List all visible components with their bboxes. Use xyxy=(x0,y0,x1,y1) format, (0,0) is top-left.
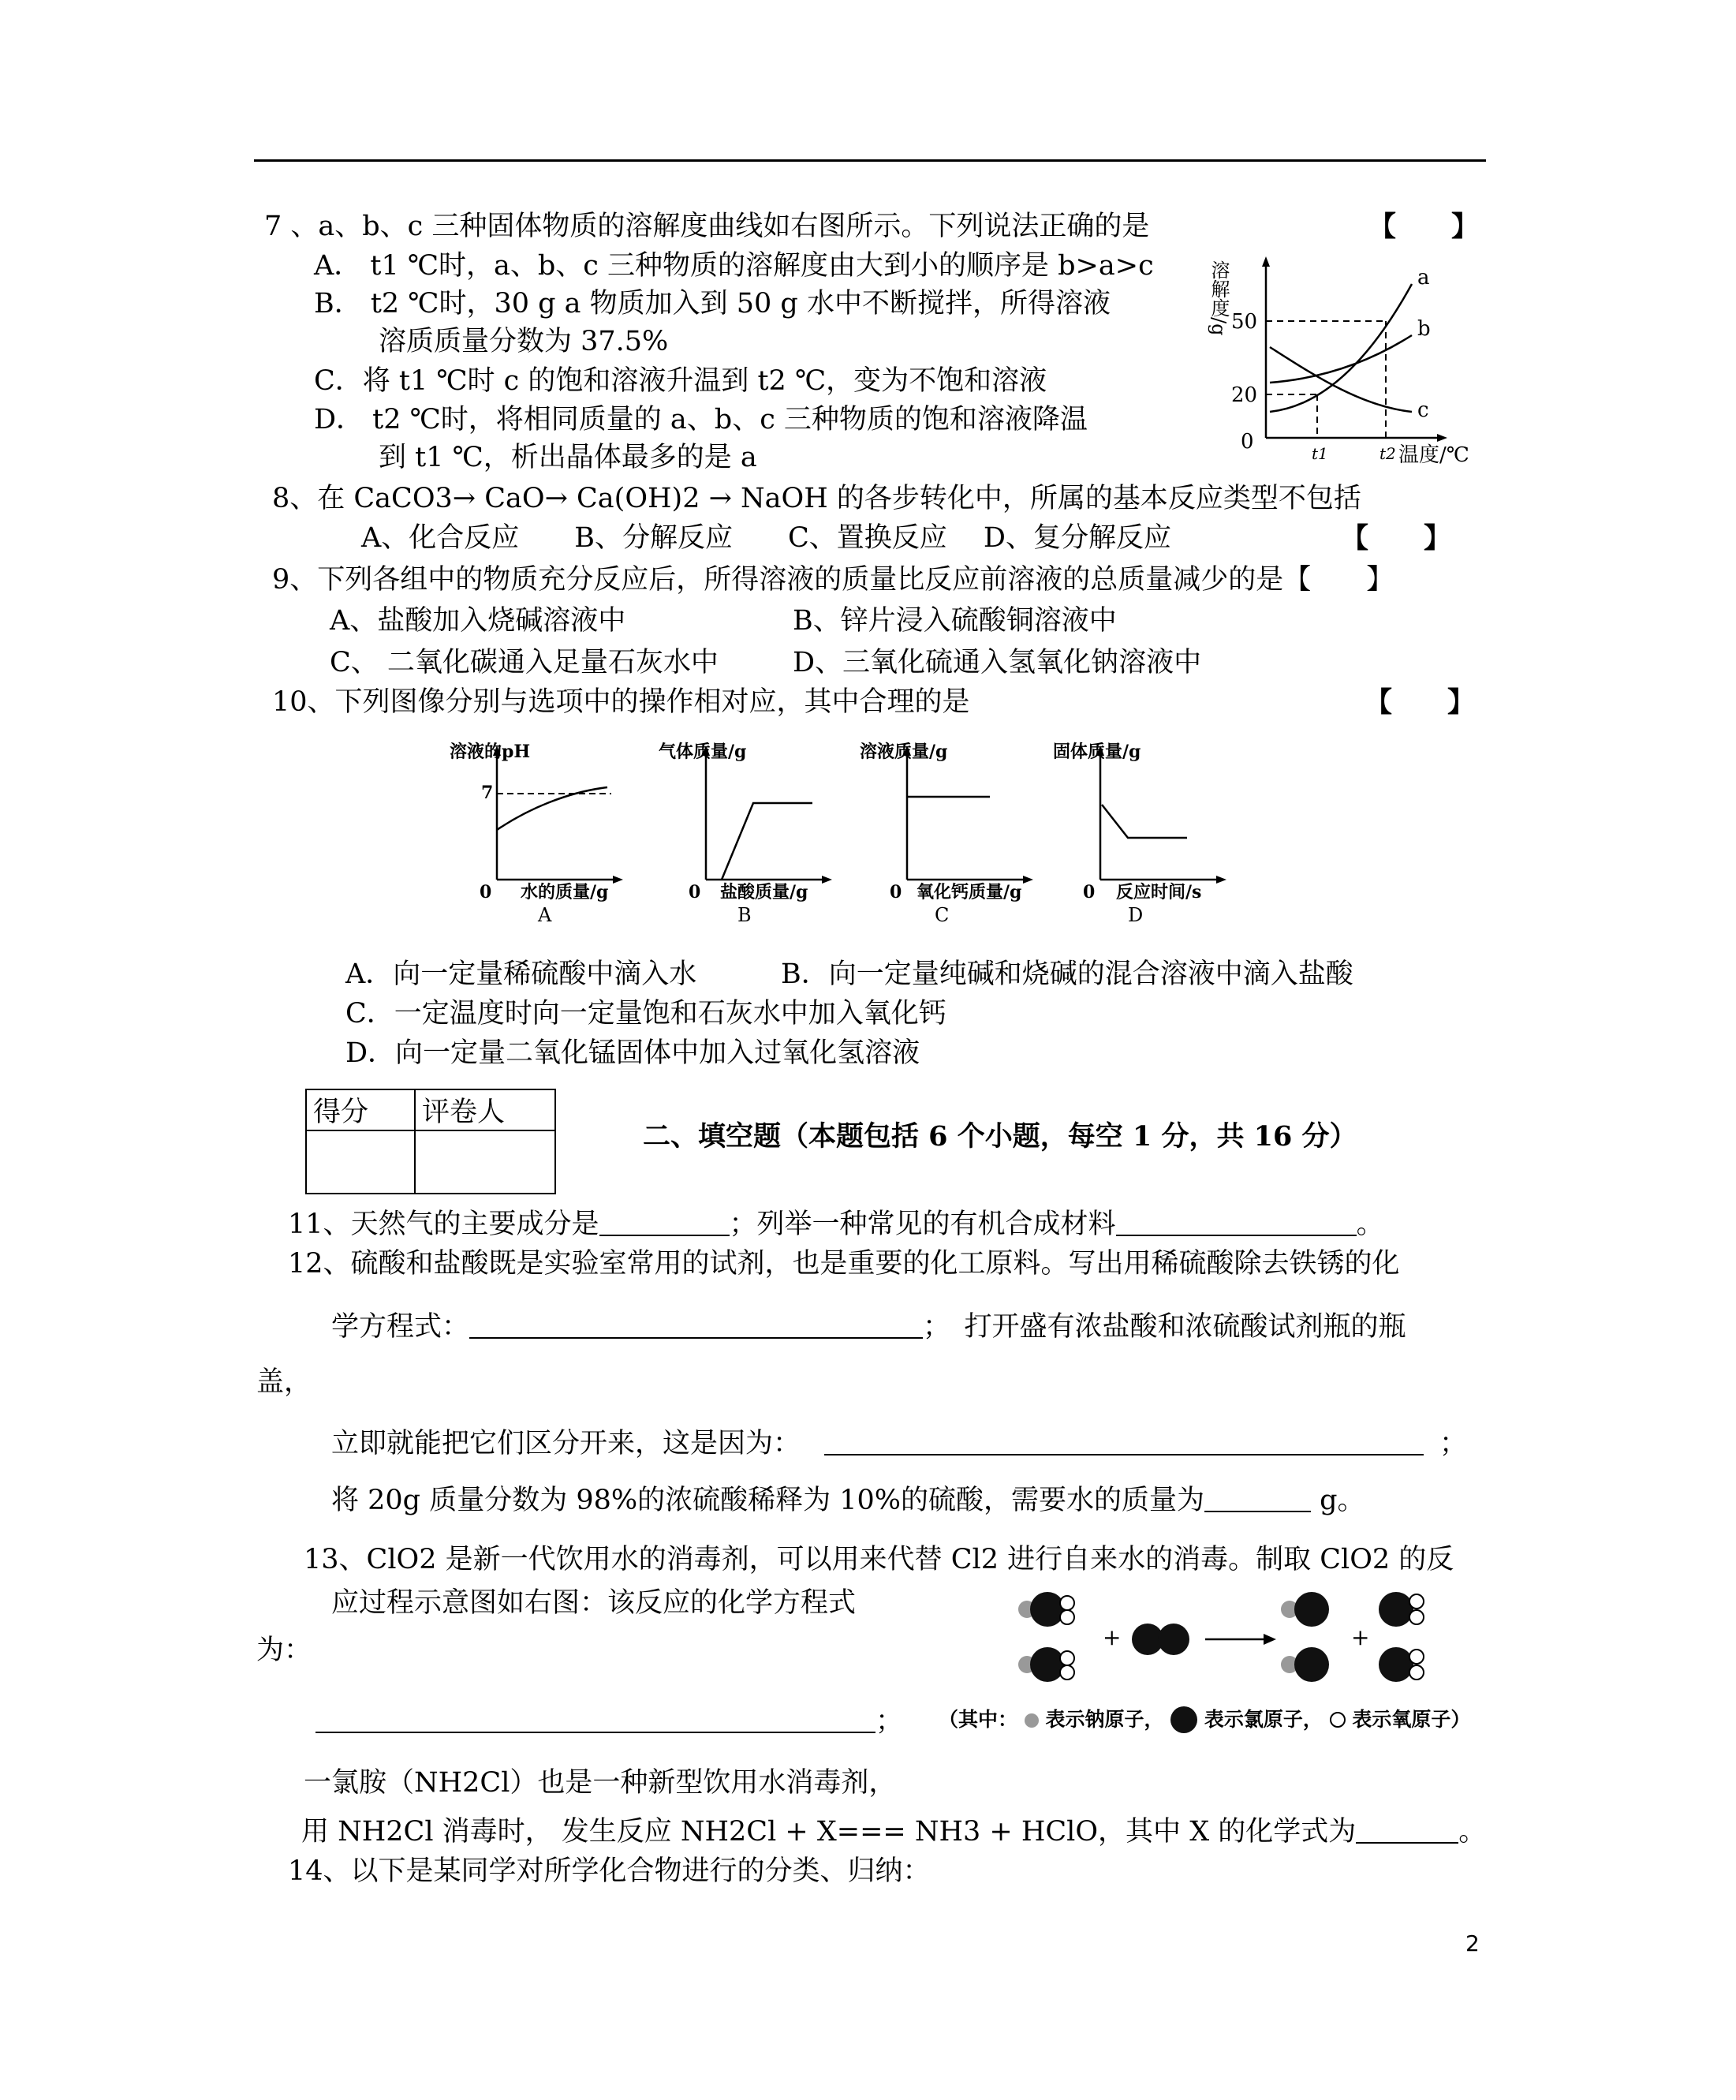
q11-text-3: 。 xyxy=(1356,1209,1384,1240)
q11-text-1: 11、天然气的主要成分是 xyxy=(288,1209,599,1240)
legend-prefix: （其中： xyxy=(939,1708,1018,1731)
q12-blank-reason[interactable] xyxy=(824,1426,1424,1455)
q9-option-a: A、盐酸加入烧碱溶液中 xyxy=(330,605,626,637)
q9-stem: 9、下列各组中的物质充分反应后，所得溶液的质量比反应前溶液的总质量减少的是【 】 xyxy=(272,564,1394,596)
graph-a-ylabel: 溶液的pH xyxy=(450,742,531,762)
grader-cell xyxy=(415,1130,555,1194)
grader-cell-header: 评卷人 xyxy=(415,1089,555,1130)
q8-stem: 8、在 CaCO3→ CaO→ Ca(OH)2 → NaOH 的各步转化中，所属的基本反应类型不包括 xyxy=(272,483,1361,514)
q13-blank-equation[interactable] xyxy=(315,1704,875,1733)
nacl2o-molecule-1 xyxy=(1018,1592,1074,1627)
score-cell xyxy=(306,1130,415,1194)
q10-option-a: A．向一定量稀硫酸中滴入水 xyxy=(345,958,697,990)
q8-options: A、化合反应 B、分解反应 C、置换反应 D、复分解反应 xyxy=(361,522,1171,554)
graph-c-letter: C xyxy=(935,904,950,926)
q12-blank-equation[interactable] xyxy=(469,1310,923,1339)
graph-a xyxy=(450,742,647,927)
q7-option-b-line2: 溶质质量分数为 37.5% xyxy=(379,326,669,357)
header-rule xyxy=(254,159,1486,162)
legend-chlorine-label: 表示氯原子， xyxy=(1204,1708,1323,1731)
score-table xyxy=(305,1089,556,1194)
graph-a-tick-7: 7 xyxy=(481,783,494,803)
cl2-molecule xyxy=(1132,1624,1189,1655)
q12-line-2 xyxy=(331,1310,1406,1341)
oxygen-atom-icon xyxy=(1330,1712,1346,1728)
graph-a-letter: A xyxy=(538,904,552,926)
q12-text-5a: 将 20g 质量分数为 98%的浓硫酸稀释为 10%的硫酸，需要水的质量为 xyxy=(331,1485,1205,1516)
q13-line-6 xyxy=(301,1814,1486,1846)
plus-sign-1: + xyxy=(1103,1624,1122,1650)
reaction-diagram xyxy=(1010,1586,1483,1700)
solubility-chart xyxy=(1203,237,1471,473)
chlorine-atom-icon xyxy=(1170,1706,1197,1733)
graph-c-origin: 0 xyxy=(890,882,902,902)
q12-line-1: 12、硫酸和盐酸既是实验室常用的试剂，也是重要的化工原料。写出用稀硫酸除去铁锈的化 xyxy=(288,1248,1400,1280)
q9-option-c: C、 二氧化碳通入足量石灰水中 xyxy=(330,647,719,678)
clo2-molecule-2 xyxy=(1379,1647,1424,1682)
q11-blank-1[interactable] xyxy=(599,1207,730,1236)
ytick-20: 20 xyxy=(1231,383,1258,407)
q13-line-4 xyxy=(315,1704,903,1736)
xtick-t2: t2 xyxy=(1379,444,1396,463)
graph-d-letter: D xyxy=(1128,904,1144,926)
graph-d xyxy=(1053,742,1250,927)
q12-line-3: 盖， xyxy=(256,1366,312,1398)
q13-text-4-end: ； xyxy=(875,1706,904,1737)
sodium-atom-icon xyxy=(1025,1713,1039,1728)
q8-answer-bracket: 【 】 xyxy=(1341,522,1452,555)
q7-option-c: C．将 t1 ℃时 c 的饱和溶液升温到 t2 ℃，变为不饱和溶液 xyxy=(314,365,1047,397)
q12-line-4 xyxy=(331,1426,1467,1458)
q13-line-2: 应过程示意图如右图：该反应的化学方程式 xyxy=(331,1587,857,1619)
q10-option-b: B．向一定量纯碱和烧碱的混合溶液中滴入盐酸 xyxy=(781,958,1353,990)
graph-b-letter: B xyxy=(737,904,752,926)
q10-option-d: D．向一定量二氧化锰固体中加入过氧化氢溶液 xyxy=(345,1037,920,1069)
q12-text-4-end: ； xyxy=(1439,1428,1468,1459)
q7-option-d-line1: D． t2 ℃时，将相同质量的 a、b、c 三种物质的饱和溶液降温 xyxy=(314,404,1088,435)
graph-b-xlabel: 盐酸质量/g xyxy=(720,882,808,902)
q11-text-2: ；列举一种常见的有机合成材料 xyxy=(729,1209,1116,1240)
q12-text-2a: 学方程式： xyxy=(331,1311,470,1343)
q12-text-4: 立即就能把它们区分开来，这是因为： xyxy=(331,1428,801,1459)
q12-text-5b: g。 xyxy=(1311,1485,1365,1516)
graph-c-xlabel: 氧化钙质量/g xyxy=(917,882,1022,902)
q13-line-3: 为： xyxy=(256,1635,312,1666)
graph-d-ylabel: 固体质量/g xyxy=(1053,742,1141,762)
graph-b-ylabel: 气体质量/g xyxy=(659,742,747,762)
ytick-50: 50 xyxy=(1231,310,1258,334)
graph-b-origin: 0 xyxy=(689,882,701,902)
q10-answer-bracket: 【 】 xyxy=(1365,686,1476,719)
curve-label-c: c xyxy=(1417,398,1429,422)
solubility-ylabel: 溶解度/g xyxy=(1208,260,1230,336)
q13-text-6b: 。 xyxy=(1458,1816,1487,1848)
section-2-title: 二、填空题（本题包括 6 个小题，每空 1 分，共 16 分） xyxy=(643,1120,1357,1153)
legend-oxygen-label: 表示氧原子） xyxy=(1352,1708,1471,1731)
q13-text-6a: 用 NH2Cl 消毒时， 发生反应 NH2Cl + X=== NH3 + HClO，其中 X 的化学式为 xyxy=(301,1816,1357,1848)
q7-option-a: A． t1 ℃时，a、b、c 三种物质的溶解度由大到小的顺序是 b>a>c xyxy=(314,250,1154,282)
q10-option-c: C．一定温度时向一定量饱和石灰水中加入氧化钙 xyxy=(345,998,946,1029)
curve-label-b: b xyxy=(1417,317,1431,341)
q14-line-1: 14、以下是某同学对所学化合物进行的分类、归纳： xyxy=(288,1855,931,1887)
page-number: 2 xyxy=(1465,1930,1480,1956)
q12-blank-water-mass[interactable] xyxy=(1204,1483,1311,1512)
xtick-t1: t1 xyxy=(1312,444,1328,463)
q7-option-d-line2: 到 t1 ℃，析出晶体最多的是 a xyxy=(379,442,757,473)
chart-origin: 0 xyxy=(1241,430,1254,454)
q12-text-2b: ； 打开盛有浓盐酸和浓硫酸试剂瓶的瓶 xyxy=(923,1311,1406,1343)
q12-line-5 xyxy=(331,1483,1365,1515)
graph-c-ylabel: 溶液质量/g xyxy=(860,742,948,762)
graph-a-origin: 0 xyxy=(480,882,492,902)
nacl-molecule-1 xyxy=(1281,1592,1329,1627)
q11-blank-2[interactable] xyxy=(1116,1207,1357,1236)
solubility-xlabel: 温度/℃ xyxy=(1398,443,1469,467)
q7-option-b-line1: B． t2 ℃时，30 g a 物质加入到 50 g 水中不断搅拌，所得溶液 xyxy=(314,288,1111,319)
q9-option-b: B、锌片浸入硫酸铜溶液中 xyxy=(793,605,1117,637)
curve-label-a: a xyxy=(1417,266,1430,290)
graph-d-origin: 0 xyxy=(1083,882,1096,902)
q13-line-5: 一氯胺（NH2Cl）也是一种新型饮用水消毒剂， xyxy=(304,1767,897,1799)
reaction-legend xyxy=(939,1706,1470,1733)
graph-a-xlabel: 水的质量/g xyxy=(521,882,609,902)
graph-b xyxy=(659,742,856,927)
q7-answer-bracket: 【 】 xyxy=(1368,211,1480,243)
graph-d-xlabel: 反应时间/s xyxy=(1116,882,1202,902)
q13-blank-formula[interactable] xyxy=(1356,1814,1458,1844)
graph-c xyxy=(860,742,1057,927)
q11-line xyxy=(288,1207,1384,1239)
nacl2o-molecule-2 xyxy=(1018,1647,1074,1682)
plus-sign-2: + xyxy=(1351,1624,1370,1650)
legend-sodium-label: 表示钠原子， xyxy=(1045,1708,1164,1731)
q9-option-d: D、三氧化硫通入氢氧化钠溶液中 xyxy=(793,647,1202,678)
score-cell-header: 得分 xyxy=(306,1089,415,1130)
clo2-molecule-1 xyxy=(1379,1592,1424,1627)
q7-stem: 7 、a、b、c 三种固体物质的溶解度曲线如右图所示。下列说法正确的是 xyxy=(264,211,1150,242)
q10-stem: 10、下列图像分别与选项中的操作相对应，其中合理的是 xyxy=(272,686,970,718)
q13-line-1: 13、ClO2 是新一代饮用水的消毒剂，可以用来代替 Cl2 进行自来水的消毒。制取 ClO2 的反 xyxy=(304,1544,1454,1575)
nacl-molecule-2 xyxy=(1281,1647,1329,1682)
